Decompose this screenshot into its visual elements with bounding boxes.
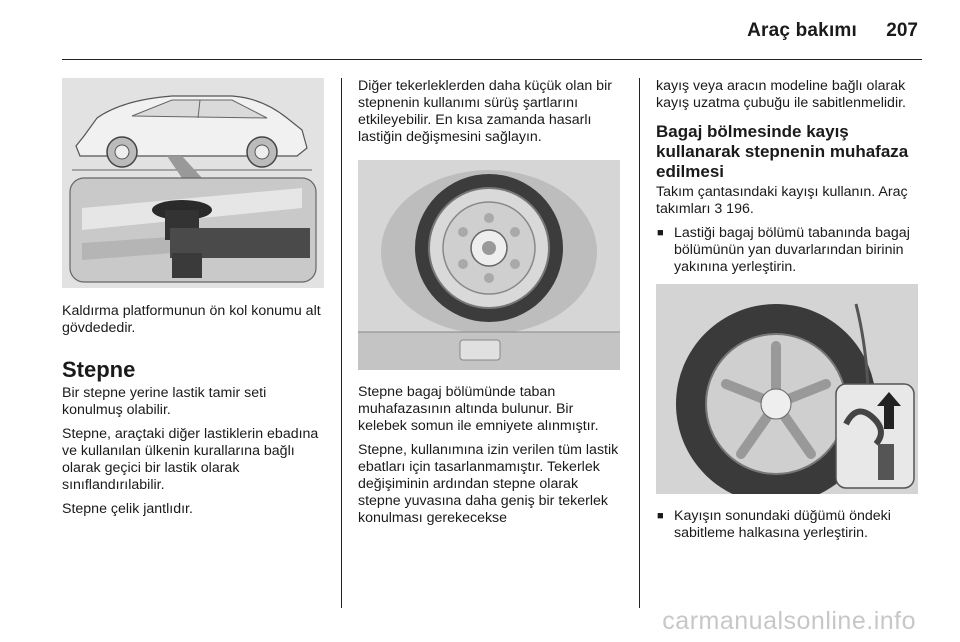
list-item-text: Lastiği bagaj bölümü tabanında bagaj bölümünün yan duvarlarından birinin yakınına yerleştirin. [674, 225, 910, 275]
subsection-title: Bagaj bölmesinde kayış kullanarak stepnenin muhafaza edilmesi [656, 122, 909, 181]
paragraph: Stepne, kullanımına izin verilen tüm lastik ebatları için tasarlanmamıştır. Tekerlek değişiminin ardından stepne olarak stepne yuvasına daha geniş bir tekerlek konulması gerekecekse [358, 442, 619, 526]
strap-securing-illustration [656, 284, 918, 494]
section-title-stepne: Stepne [62, 357, 136, 382]
bullet-square-icon: ■ [657, 510, 664, 522]
figure-caption: Kaldırma platformunun ön kol konumu alt gövdededir. [62, 303, 321, 336]
watermark: carmanualsonline.info [662, 607, 916, 635]
column-2 [358, 78, 624, 534]
list-item-text: Kayışın sonundaki düğümü öndeki sabitleme halkasına yerleştirin. [674, 508, 891, 541]
paragraph: kayış veya aracın modeline bağlı olarak kayış uzatma çubuğu ile sabitlenmelidir. [656, 78, 906, 111]
list-item [656, 225, 922, 276]
list-item [656, 508, 922, 542]
lift-platform-illustration [62, 78, 324, 288]
column-divider-2 [639, 78, 640, 608]
bullet-square-icon: ■ [657, 227, 664, 239]
page-reference-arrow-icon: 3 [714, 201, 723, 217]
paragraph: Stepne, araçtaki diğer lastiklerin ebadına ve kullanılan ülkenin kurallarına bağlı olarak geçici bir lastik olarak sınıflandırılabilir. [62, 426, 319, 493]
spare-wheel-illustration [358, 160, 620, 370]
header-rule [62, 59, 922, 60]
page-number: 207 [886, 20, 918, 41]
paragraph: Stepne çelik jantlıdır. [62, 501, 193, 517]
subsection-intro [656, 184, 922, 218]
paragraph: Diğer tekerleklerden daha küçük olan bir stepnenin kullanımı sürüş şartlarını etkileyebilir. En kısa zamanda hasarlı lastiğin değişmesini sağlayın. [358, 78, 612, 145]
subsection-intro-page: 196. [722, 201, 754, 217]
paragraph: Bir stepne yerine lastik tamir seti konulmuş olabilir. [62, 385, 267, 418]
column-3 [656, 78, 922, 549]
subsection-intro-text: Takım çantasındaki kayışı kullanın. Araç takımları [656, 184, 908, 217]
paragraph: Stepne bagaj bölümünde taban muhafazasının altında bulunur. Bir kelebek somun ile emniyete alınmıştır. [358, 384, 599, 434]
column-1 [62, 78, 324, 525]
page-header-title: Araç bakımı [747, 20, 857, 41]
column-divider-1 [341, 78, 342, 608]
